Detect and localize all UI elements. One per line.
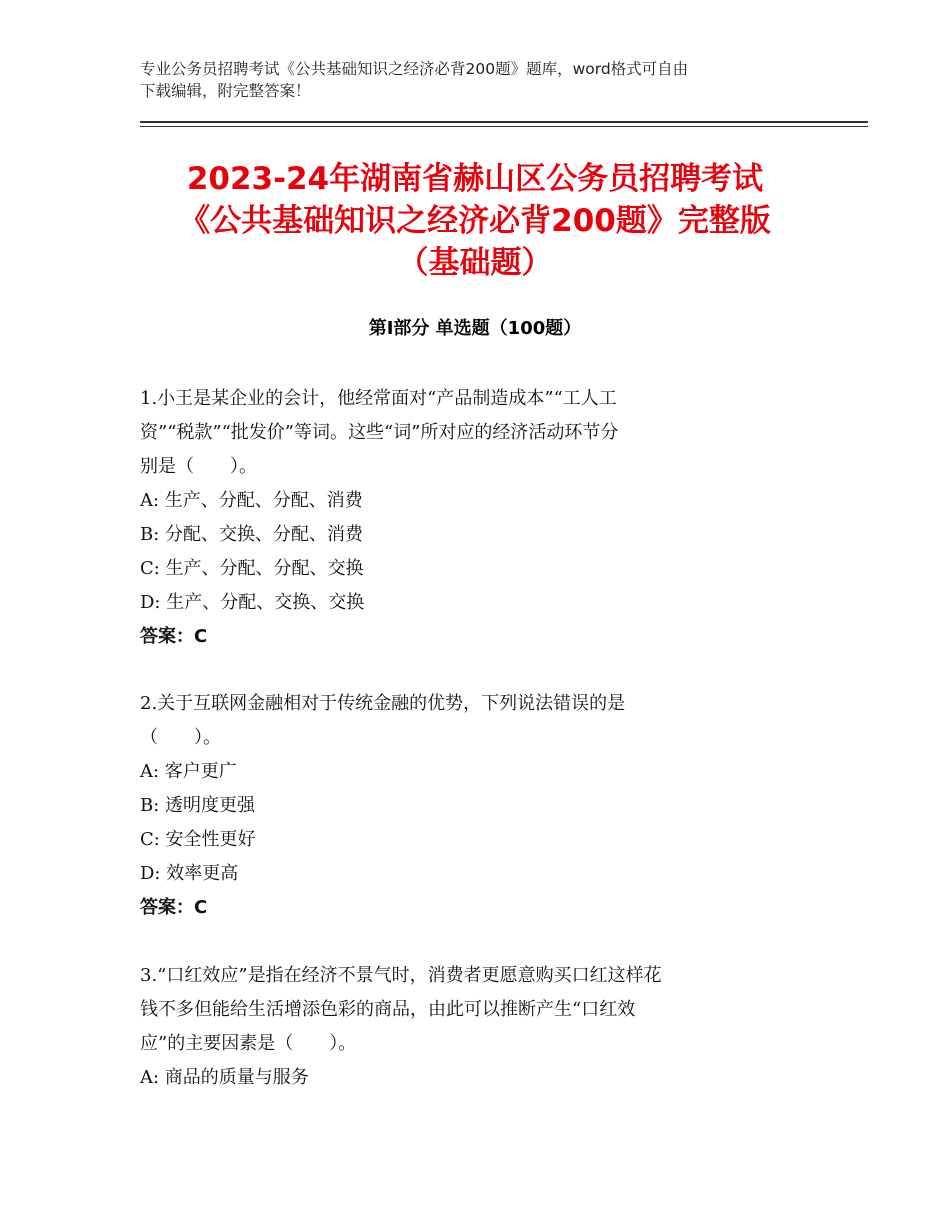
option-d: D: 生产、分配、交换、交换 [140,592,365,613]
header-note-line: 下载编辑，附完整答案！ [140,82,311,100]
answer-line: 答案：C [140,626,208,647]
option-a: A: 生产、分配、分配、消费 [140,490,363,511]
question-text-line: 钱不多但能给生活增添色彩的商品，由此可以推断产生“口红效 [140,999,636,1020]
option-a: A: 客户更广 [140,761,237,782]
question-text-line: 3.“口红效应”是指在经济不景气时，消费者更愿意购买口红这样花 [140,965,662,986]
option-a: A: 商品的质量与服务 [140,1067,309,1088]
option-c: C: 安全性更好 [140,829,256,850]
question-text-line: 1.小王是某企业的会计，他经常面对“产品制造成本”“工人工 [140,388,617,409]
question-3 [140,959,810,1095]
title-line: 《公共基础知识之经济必背200题》完整版 [179,203,771,239]
option-d: D: 效率更高 [140,863,239,884]
header-note [140,58,820,102]
title-line: （基础题） [397,245,553,281]
header-divider-thick [140,121,868,123]
question-text-line: 别是（ ）。 [140,456,257,477]
document-title [100,158,850,284]
answer-line: 答案：C [140,897,208,918]
question-text-line: （ ）。 [140,727,221,748]
option-b: B: 分配、交换、分配、消费 [140,524,364,545]
header-divider-thin [140,126,868,127]
question-text-line: 应”的主要因素是（ ）。 [140,1033,357,1054]
question-text-line: 资”“税款”“批发价”等词。这些“词”所对应的经济活动环节分 [140,422,619,443]
section-heading: 第Ⅰ部分 单选题（100题） [368,318,582,339]
question-2 [140,687,810,925]
option-c: C: 生产、分配、分配、交换 [140,558,364,579]
option-b: B: 透明度更强 [140,795,256,816]
question-text-line: 2.关于互联网金融相对于传统金融的优势，下列说法错误的是 [140,693,626,714]
question-1 [140,382,810,654]
title-line: 2023-24年湖南省赫山区公务员招聘考试 [186,161,764,197]
header-note-line: 专业公务员招聘考试《公共基础知识之经济必背200题》题库，word格式可自由 [140,60,689,78]
